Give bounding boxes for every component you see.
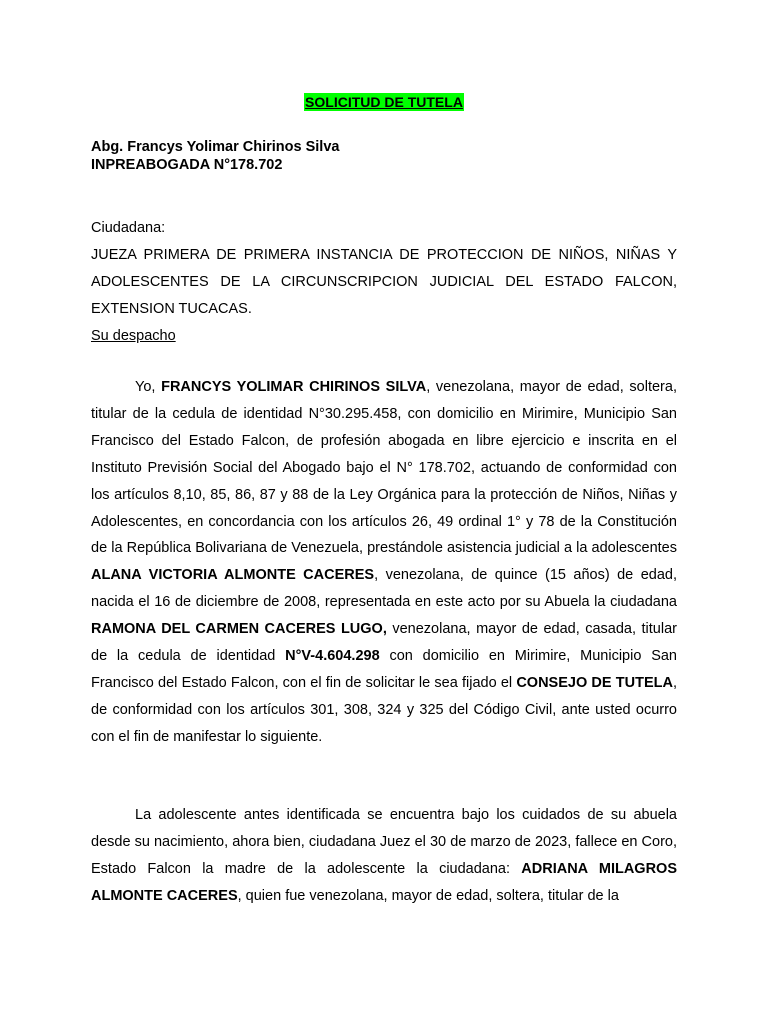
adolescent-name: ALANA VICTORIA ALMONTE CACERES [91, 567, 375, 584]
paragraph-1-text: , de conformidad con los artículos 301, 308, 324 y 325 del Código Civil, ante usted ocurro con el fin de manifestar lo siguiente. [91, 674, 677, 745]
paragraph-2-text: La adolescente antes identificada se encuentra bajo los cuidados de su abuela desde su nacimiento, ahora bien, ciudadana Juez el 30 de marzo de 2023, fallece en Coro, Estado Falcon la madre de la adolescente la ciudadana: [91, 807, 677, 877]
paragraph-1 [91, 374, 677, 751]
paragraph-1-text: , venezolana, de quince (15 años) de edad, nacida el 16 de diciembre de 2008, representada en este acto por su Abuela la ciudadana [91, 567, 677, 611]
id-number: N°V-4.604.298 [285, 648, 380, 665]
grandmother-name: RAMONA DEL CARMEN CACERES LUGO, [91, 621, 387, 638]
council-term: CONSEJO DE TUTELA [516, 674, 673, 691]
author-registry: INPREABOGADA N°178.702 [91, 157, 283, 173]
title-container [0, 93, 768, 112]
closing: Su despacho [91, 327, 176, 344]
author-name: Abg. Francys Yolimar Chirinos Silva [91, 139, 340, 155]
recipient: JUEZA PRIMERA DE PRIMERA INSTANCIA DE PROTECCION DE NIÑOS, NIÑAS Y ADOLESCENTES DE LA CIRCUNSCRIPCION JUDICIAL DEL ESTADO FALCON, EXTENSION TUCACAS. [91, 246, 677, 317]
paragraph-1-text: , venezolana, mayor de edad, soltera, titular de la cedula de identidad N°30.295.458, con domicilio en Mirimire, Municipio San Francisco del Estado Falcon, de profesión abogada en libre ejercicio e inscrita en el Instituto Previsión Social del Abogado bajo el N° 178.702, actuando de conformidad con los artículos 8,10, 85, 86, 87 y 88 de la Ley Orgánica para la protección de Niños, Niñas y Adolescentes, en concordancia con los artículos 26, 49 ordinal 1° y 78 de la Constitución de la República Bolivariana de Venezuela, prestándole asistencia judicial a la adolescentes [91, 379, 677, 557]
paragraph-2-text: , quien fue venezolana, mayor de edad, soltera, titular de la [237, 887, 619, 904]
addressee-block [91, 215, 677, 350]
applicant-name: FRANCYS YOLIMAR CHIRINOS SILVA [161, 379, 427, 395]
salutation: Ciudadana: [91, 220, 166, 236]
paragraph-2 [91, 802, 677, 910]
mother-name: ADRIANA MILAGROS ALMONTE CACERES [91, 860, 678, 904]
document-title: SOLICITUD DE TUTELA [305, 94, 463, 110]
paragraph-1-text: venezolana, mayor de edad, casada, titular de la cedula de identidad [91, 621, 677, 665]
author-block [91, 138, 681, 174]
paragraph-1-text: Yo, [135, 379, 162, 395]
paragraph-1-text: con domicilio en Mirimire, Municipio San Francisco del Estado Falcon, con el fin de solicitar le sea fijado el [91, 648, 677, 691]
